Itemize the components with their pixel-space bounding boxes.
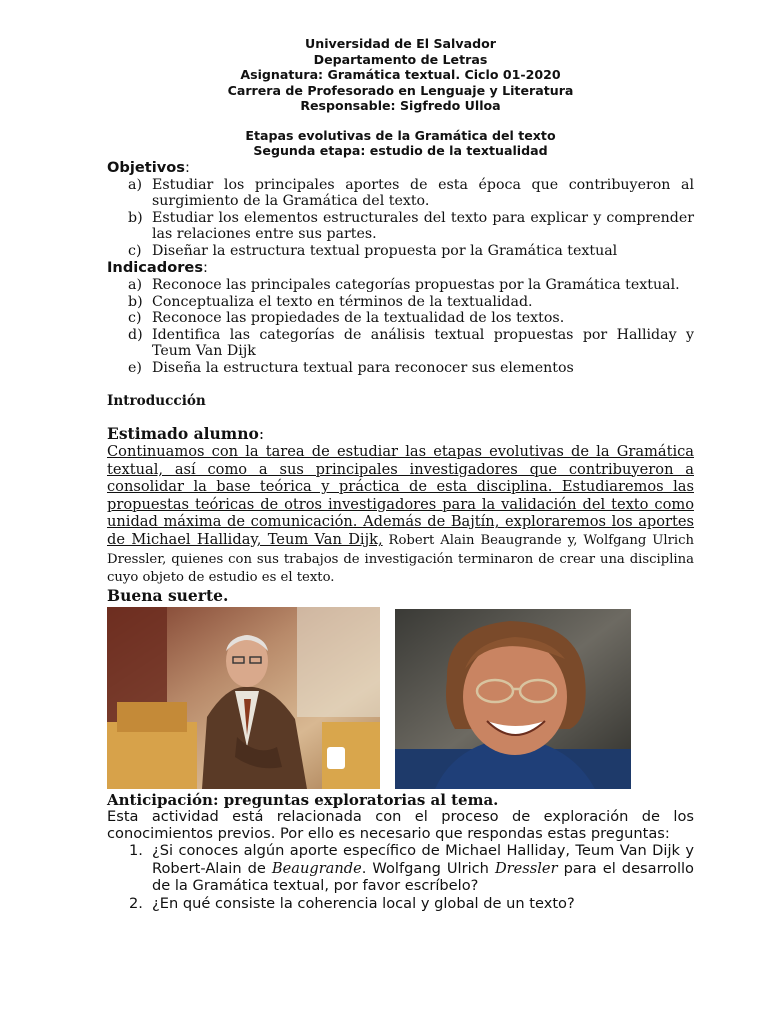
photo-elderly-man-icon (107, 607, 380, 789)
list-item: c) Reconoce las propiedades de la textualidad de los textos. (128, 310, 565, 326)
document-page (107, 36, 694, 912)
intro-paragraph (107, 443, 694, 587)
greeting: Estimado alumno: (107, 424, 265, 443)
document-subtitle: Segunda etapa: estudio de la textualidad (253, 143, 548, 158)
list-item: b) Conceptualiza el texto en términos de la textualidad. (128, 293, 533, 310)
photo-smiling-man-icon (395, 609, 631, 789)
intro-heading: Introducción (107, 393, 206, 409)
list-item: c) Diseñar la estructura textual propuesta por la Gramática textual (128, 242, 618, 259)
list-item: 1. ¿Si conoces algún aporte específico de Michael Halliday, Teum Van Dijk y Robert-Alain de Beaugrande. Wolfgang Ulrich Dressler para el desarrollo de la Gramática textual, por favor escríbelo? (129, 842, 694, 895)
list-item: a) Reconoce las principales categorías propuestas por la Gramática textual. (128, 277, 680, 293)
list-item: a) Estudiar los principales aportes de esta época que contribuyeron al surgimiento de la Gramática del texto. (128, 176, 694, 209)
objetivos-list (107, 177, 694, 260)
program-name: Carrera de Profesorado en Lenguaje y Literatura (227, 82, 574, 98)
photo-row (107, 607, 694, 791)
document-header (107, 36, 694, 159)
plain-text: Robert Alain Beaugrande y, Wolfgang Ulrich Dressler, quienes con sus trabajos de investigación terminaron de crear una disciplina cuyo objeto de estudio es el texto. (107, 532, 694, 586)
document-title: Etapas evolutivas de la Gramática del texto (245, 127, 556, 143)
university-name: Universidad de El Salvador (305, 36, 496, 51)
list-item: b) Estudiar los elementos estructurales del texto para explicar y comprender las relaciones entre sus partes. (128, 209, 694, 242)
objetivos-heading: Objetivos: (107, 158, 190, 176)
indicadores-heading: Indicadores: (107, 259, 208, 276)
questions-list (107, 842, 694, 912)
department-name: Departamento de Letras (313, 51, 488, 67)
anticipacion-heading: Anticipación: preguntas exploratorias al tema. (107, 790, 499, 809)
list-item: 2. ¿En qué consiste la coherencia local y global de un texto? (129, 894, 575, 912)
closing-text: Buena suerte. (107, 585, 229, 605)
underlined-text: Continuamos con la tarea de estudiar las etapas evolutivas de la Gramática textual, así como a sus principales investigadores que contribuyeron a consolidar la base teórica y práctica de esta disciplina. Estudiaremos las propuestas teóricas de otros investigadores para la validación del texto como unidad máxima de comunicación. Además de Bajtín, exploraremos los aportes de Michael Halliday, Teum Van Dijk, (107, 443, 694, 548)
list-item: d) Identifica las categorías de análisis textual propuestas por Halliday y Teum Van Dijk (128, 326, 694, 359)
list-item: e) Diseña la estructura textual para reconocer sus elementos (128, 359, 574, 376)
anticipacion-paragraph: Esta actividad está relacionada con el proceso de exploración de los conocimientos previos. Por ello es necesario que respondas estas preguntas: (107, 807, 694, 842)
course-name: Asignatura: Gramática textual. Ciclo 01-2020 (240, 67, 561, 82)
responsible-name: Responsable: Sigfredo Ulloa (300, 98, 501, 113)
indicadores-list (107, 277, 694, 376)
